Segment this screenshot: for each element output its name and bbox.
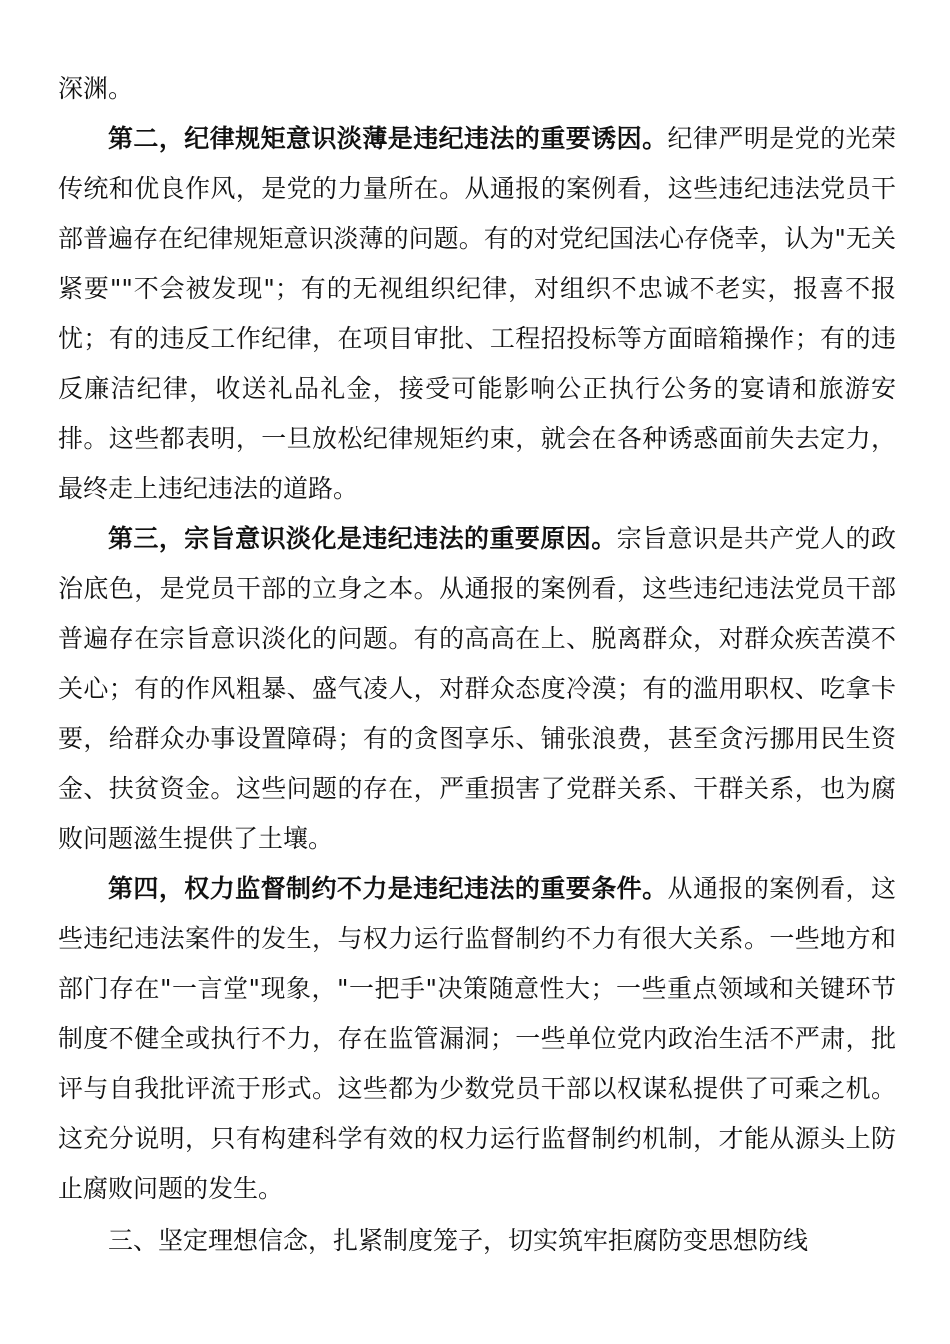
paragraph-text: 深渊。 xyxy=(58,74,134,103)
paragraph-continuation xyxy=(58,64,896,114)
document-page xyxy=(58,64,896,1266)
paragraph-text: 纪律严明是党的光荣传统和优良作风，是党的力量所在。从通报的案例看，这些违纪违法党员干部普遍存在纪律规矩意识淡薄的问题。有的对党纪国法心存侥幸，认为"无关紧要""不会被发现"；有的无视组织纪律，对组织不忠诚不老实，报喜不报忧；有的违反工作纪律，在项目审批、工程招投标等方面暗箱操作；有的违反廉洁纪律，收送礼品礼金，接受可能影响公正执行公务的宴请和旅游安排。这些都表明，一旦放松纪律规矩约束，就会在各种诱惑面前失去定力，最终走上违纪违法的道路。 xyxy=(58,124,896,503)
paragraph-third-point xyxy=(58,514,896,864)
paragraph-text: 从通报的案例看，这些违纪违法案件的发生，与权力运行监督制约不力有很大关系。一些地方和部门存在"一言堂"现象，"一把手"决策随意性大；一些重点领域和关键环节制度不健全或执行不力，存在监管漏洞；一些单位党内政治生活不严肃，批评与自我批评流于形式。这些都为少数党员干部以权谋私提供了可乘之机。这充分说明，只有构建科学有效的权力运行监督制约机制，才能从源头上防止腐败问题的发生。 xyxy=(58,874,896,1203)
paragraph-lead-sentence: 第三，宗旨意识淡化是违纪违法的重要原因。 xyxy=(108,524,617,553)
section-heading: 三、坚定理想信念，扎紧制度笼子，切实筑牢拒腐防变思想防线 xyxy=(108,1226,809,1255)
paragraph-lead-sentence: 第四，权力监督制约不力是违纪违法的重要条件。 xyxy=(108,874,668,903)
paragraph-fourth-point xyxy=(58,864,896,1214)
paragraph-lead-sentence: 第二，纪律规矩意识淡薄是违纪违法的重要诱因。 xyxy=(108,124,668,153)
paragraph-second-point xyxy=(58,114,896,514)
paragraph-text: 宗旨意识是共产党人的政治底色，是党员干部的立身之本。从通报的案例看，这些违纪违法党员干部普遍存在宗旨意识淡化的问题。有的高高在上、脱离群众，对群众疾苦漠不关心；有的作风粗暴、盛气凌人，对群众态度冷漠；有的滥用职权、吃拿卡要，给群众办事设置障碍；有的贪图享乐、铺张浪费，甚至贪污挪用民生资金、扶贫资金。这些问题的存在，严重损害了党群关系、干群关系，也为腐败问题滋生提供了土壤。 xyxy=(58,524,896,853)
